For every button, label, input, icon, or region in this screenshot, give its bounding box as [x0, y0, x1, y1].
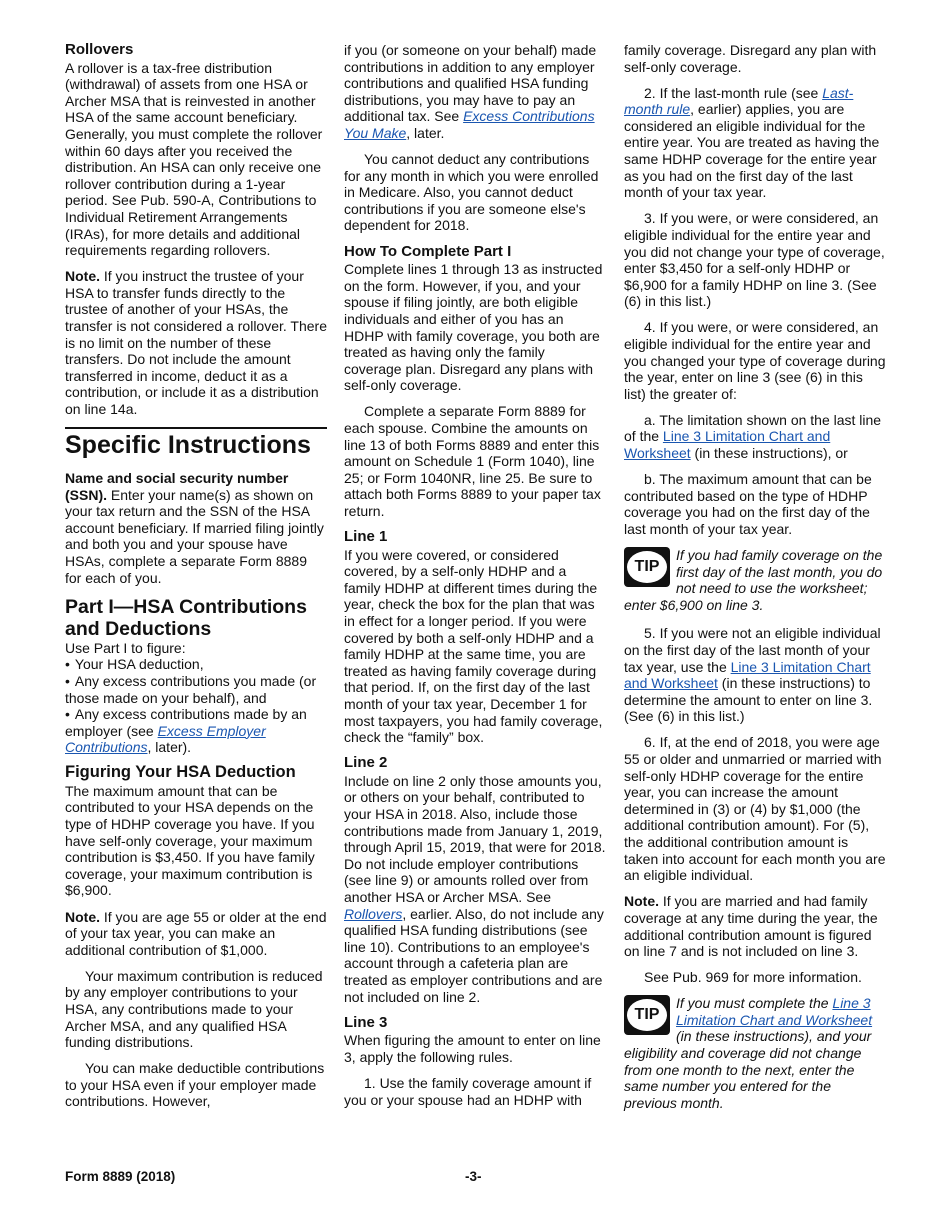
paragraph [344, 42, 606, 142]
paragraph [624, 893, 886, 959]
tip-icon [624, 995, 670, 1035]
text-run: If you had family coverage on the first day of the last month, you do not need to use the worksheet; enter $6,900 on line 3. [624, 547, 883, 613]
section-heading [344, 529, 606, 546]
text-run: If you are married and had family coverage at any time during the year, the additional contribution amount is figured on line 7 and is not included on line 3. [624, 893, 878, 960]
text-run: Line 3 [344, 1013, 388, 1031]
text-run: You cannot deduct any contributions for any month in which you were enrolled in Medicare. Also, you cannot deduct contributions if you are someone else's dependent for 2018. [344, 151, 599, 234]
paragraph [344, 1032, 606, 1065]
tip-icon [624, 547, 670, 587]
tip-box [624, 995, 886, 1111]
paragraph [624, 734, 886, 883]
text-run: Any excess contributions made by an employer (see [65, 706, 307, 739]
text-run: If you instruct the trustee of your HSA to transfer funds directly to the trustee of another of your HSAs, the transfer is not considered a rollover. There is no limit on the number of these transfers. Do not include the amount transferred in income, deduct it as a contribution, or include it as a distribution on line 14a. [65, 268, 327, 417]
list-item [65, 656, 327, 673]
text-run: Rollovers [65, 41, 134, 58]
text-run: The maximum amount that can be contributed to your HSA depends on the type of HDHP coverage you have. If you have self-only coverage, your maximum contribution is $3,450. If you have family coverage, your maximum contribution is $6,900. [65, 782, 315, 899]
paragraph [624, 85, 886, 201]
text-run: 1. Use the family coverage amount if you or your spouse had an HDHP with [344, 1074, 592, 1108]
text-run: Figuring Your HSA Deduction [65, 762, 296, 781]
paragraph [624, 210, 886, 310]
tip-box [624, 547, 886, 613]
text-run: Your maximum contribution is reduced by any employer contributions to your HSA, any contributions made to your Archer MSA, and any qualified HSA funding distributions. [65, 967, 323, 1051]
paragraph [344, 261, 606, 394]
run-in-heading: Note. [65, 268, 100, 285]
text-run: Any excess contributions you made (or those made on your behalf), and [65, 672, 317, 706]
list-item [65, 706, 327, 756]
paragraph [624, 319, 886, 402]
footer-form-name: Form 8889 (2018) [65, 1169, 176, 1184]
tip-icon-label: TIP [627, 551, 667, 583]
cross-reference-link[interactable]: Line 3 Limitation Chart and Worksheet [676, 995, 873, 1028]
text-run: Enter your name(s) as shown on your tax return and the SSN of the HSA account beneficiary. If married filing jointly and both you and your spouse have HSAs, complete a separate Form 8889 for each of you. [65, 486, 324, 586]
run-in-heading: Note. [65, 908, 100, 925]
text-run: Specific Instructions [65, 431, 311, 460]
text-run: You can make deductible contributions to your HSA even if your employer made contributions. However, [65, 1060, 325, 1110]
text-run: 5. If you were not an eligible individual on the first day of the last month of your tax year, use the [624, 625, 881, 675]
text-run: Part I—HSA Contributions and Deductions [65, 595, 307, 640]
cross-reference-link[interactable]: Last-month rule [624, 84, 854, 118]
paragraph [624, 412, 886, 462]
text-run: 6. If, at the end of 2018, you were age 55 or older and unmarried or married with self-only HDHP coverage for the entire year, you can increase the amount determined in (3) or (4) by $1,000 (the additional contribution amount). For (5), the additional contribution amount is taken into account for each month you are an eligible individual. [624, 734, 886, 884]
cross-reference-link[interactable]: Line 3 Limitation Chart and Worksheet [624, 428, 831, 462]
bullet-list [65, 656, 327, 756]
section-heading [344, 244, 606, 261]
text-run: Your HSA deduction, [74, 656, 204, 673]
paragraph [344, 773, 606, 1005]
bullet-icon: • [65, 672, 70, 689]
text-run: Line 1 [344, 528, 388, 546]
text-run: A rollover is a tax-free distribution (withdrawal) of assets from one HSA or Archer MSA that is reinvested in another HSA of the same account beneficiary. Generally, you must complete the rollover within 60 days after you received the distribution. An HSA can only receive one rollover contribution during a 1-year period. See Pub. 590-A, Contributions to Individual Retirement Arrangements (IRAs), for more details and additional requirements regarding rollovers. [65, 59, 323, 259]
text-run: 4. If you were, or were considered, an eligible individual for the entire year and you changed your type of coverage during the year, enter on line 3 (see (6) in this list) the greater of: [624, 319, 886, 402]
text-run: (in these instructions), and your eligibility and coverage did not change from one month to the next, enter the same number you entered for the previous month. [624, 1028, 872, 1111]
tip-icon-label: TIP [627, 999, 667, 1031]
paragraph [624, 969, 886, 986]
text-run: If you must complete the [676, 995, 833, 1012]
text-run: , later). [147, 739, 192, 756]
text-run: When figuring the amount to enter on line 3, apply the following rules. [344, 1032, 601, 1065]
section-heading [65, 42, 327, 59]
section-heading [344, 755, 606, 772]
run-in-heading: Name and social security number (SSN). [65, 470, 289, 503]
section-heading [65, 427, 327, 460]
paragraph [344, 403, 606, 519]
section-heading [65, 763, 327, 782]
paragraph [65, 268, 327, 417]
text-run: , earlier) applies, you are considered an eligible individual for the entire year. You are treated as having the same HDHP coverage for the entire year as you had on the first day of the last month of your tax year. [624, 101, 880, 201]
text-run: 2. If the last-month rule (see [644, 84, 823, 101]
paragraph [624, 42, 886, 75]
run-in-heading: Note. [624, 893, 659, 910]
text-run: Include on line 2 only those amounts you, or others on your behalf, contributed to your HSA in 2018. Also, include those contributions made from January 1, 2019, through April 15, 2019, that were for 2018. Do not include employer contributions (see line 9) or amounts rolled over from another HSA or Archer MSA. See [344, 772, 606, 905]
text-run: family coverage. Disregard any plan with self-only coverage. [624, 42, 877, 75]
paragraph [624, 625, 886, 725]
cross-reference-link[interactable]: Line 3 Limitation Chart and Worksheet [624, 658, 871, 692]
paragraph [65, 783, 327, 899]
text-run: Complete lines 1 through 13 as instructed on the form. However, if you, and your spouse if filing jointly, are both eligible individuals and either of you has an HDHP with family coverage, you both are treated as having only the family coverage plan. Disregard any plans with self-only coverage. [344, 261, 603, 394]
column-middle [344, 42, 606, 1118]
text-run: If you were covered, or considered covered, by a self-only HDHP and a family HDHP at different times during the year, check the box for the plan that was in effect for a longer period. If you were covered by both a self-only HDHP and a family HDHP at the same time, you are treated as having family coverage during that period. If, on the first day of the last month of your tax year, December 1 for most taxpayers, you had family coverage, check the “family” box. [344, 546, 603, 746]
bullet-icon: • [65, 706, 70, 723]
section-heading [65, 596, 327, 640]
text-run: How To Complete Part I [344, 242, 512, 260]
bullet-icon: • [65, 656, 70, 673]
cross-reference-link[interactable]: Rollovers [344, 905, 403, 922]
paragraph [344, 547, 606, 746]
text-run: if you (or someone on your behalf) made contributions in addition to any employer contributions and qualified HSA funding distributions, you may have to pay an additional tax. See [344, 42, 597, 125]
text-run: (in these instructions), or [690, 445, 848, 462]
paragraph [65, 909, 327, 959]
paragraph [624, 471, 886, 537]
text-run: Use Part I to figure: [65, 639, 186, 656]
text-run: See Pub. 969 for more information. [644, 969, 862, 986]
paragraph [65, 60, 327, 259]
paragraph [65, 1060, 327, 1110]
column-left [65, 42, 327, 1120]
text-run: Line 2 [344, 754, 388, 772]
paragraph [65, 968, 327, 1051]
text-run: (in these instructions) to determine the amount to enter on line 3. (See (6) in this list.) [624, 675, 873, 725]
text-run: 3. If you were, or were considered, an eligible individual for the entire year and you did not change your type of coverage, enter $3,450 for a self-only HDHP or $6,900 for a family HDHP on line 3. (See (6) in this list.) [624, 210, 885, 310]
page-number: -3- [465, 1169, 482, 1184]
section-heading [344, 1015, 606, 1032]
text-run: If you are age 55 or older at the end of your tax year, you can make an additional contribution of $1,000. [65, 908, 327, 958]
column-right [624, 42, 886, 1123]
text-run: , earlier. Also, do not include any qualified HSA funding distributions (see line 10). Contributions to an employee's account through a cafeteria plan are treated as employer contributions and are not included on line 2. [344, 905, 604, 1005]
list-item [65, 673, 327, 706]
paragraph [65, 470, 327, 586]
paragraph [344, 151, 606, 234]
text-run: a. The limitation shown on the last line of the [624, 411, 882, 445]
text-run: b. The maximum amount that can be contributed based on the type of HDHP coverage you had on the first day of the last month of your tax year. [624, 471, 872, 537]
text-run: Complete a separate Form 8889 for each spouse. Combine the amounts on line 13 of both Forms 8889 and enter this amount on Schedule 1 (Form 1040), line 25; or Form 1040NR, line 25. Be sure to attach both Forms 8889 to your paper tax return. [344, 403, 601, 519]
paragraph [344, 1075, 606, 1108]
text-run: , later. [406, 124, 445, 141]
paragraph [65, 640, 327, 657]
cross-reference-link[interactable]: Excess Employer Contributions [65, 722, 266, 756]
cross-reference-link[interactable]: Excess Contributions You Make [344, 108, 595, 141]
